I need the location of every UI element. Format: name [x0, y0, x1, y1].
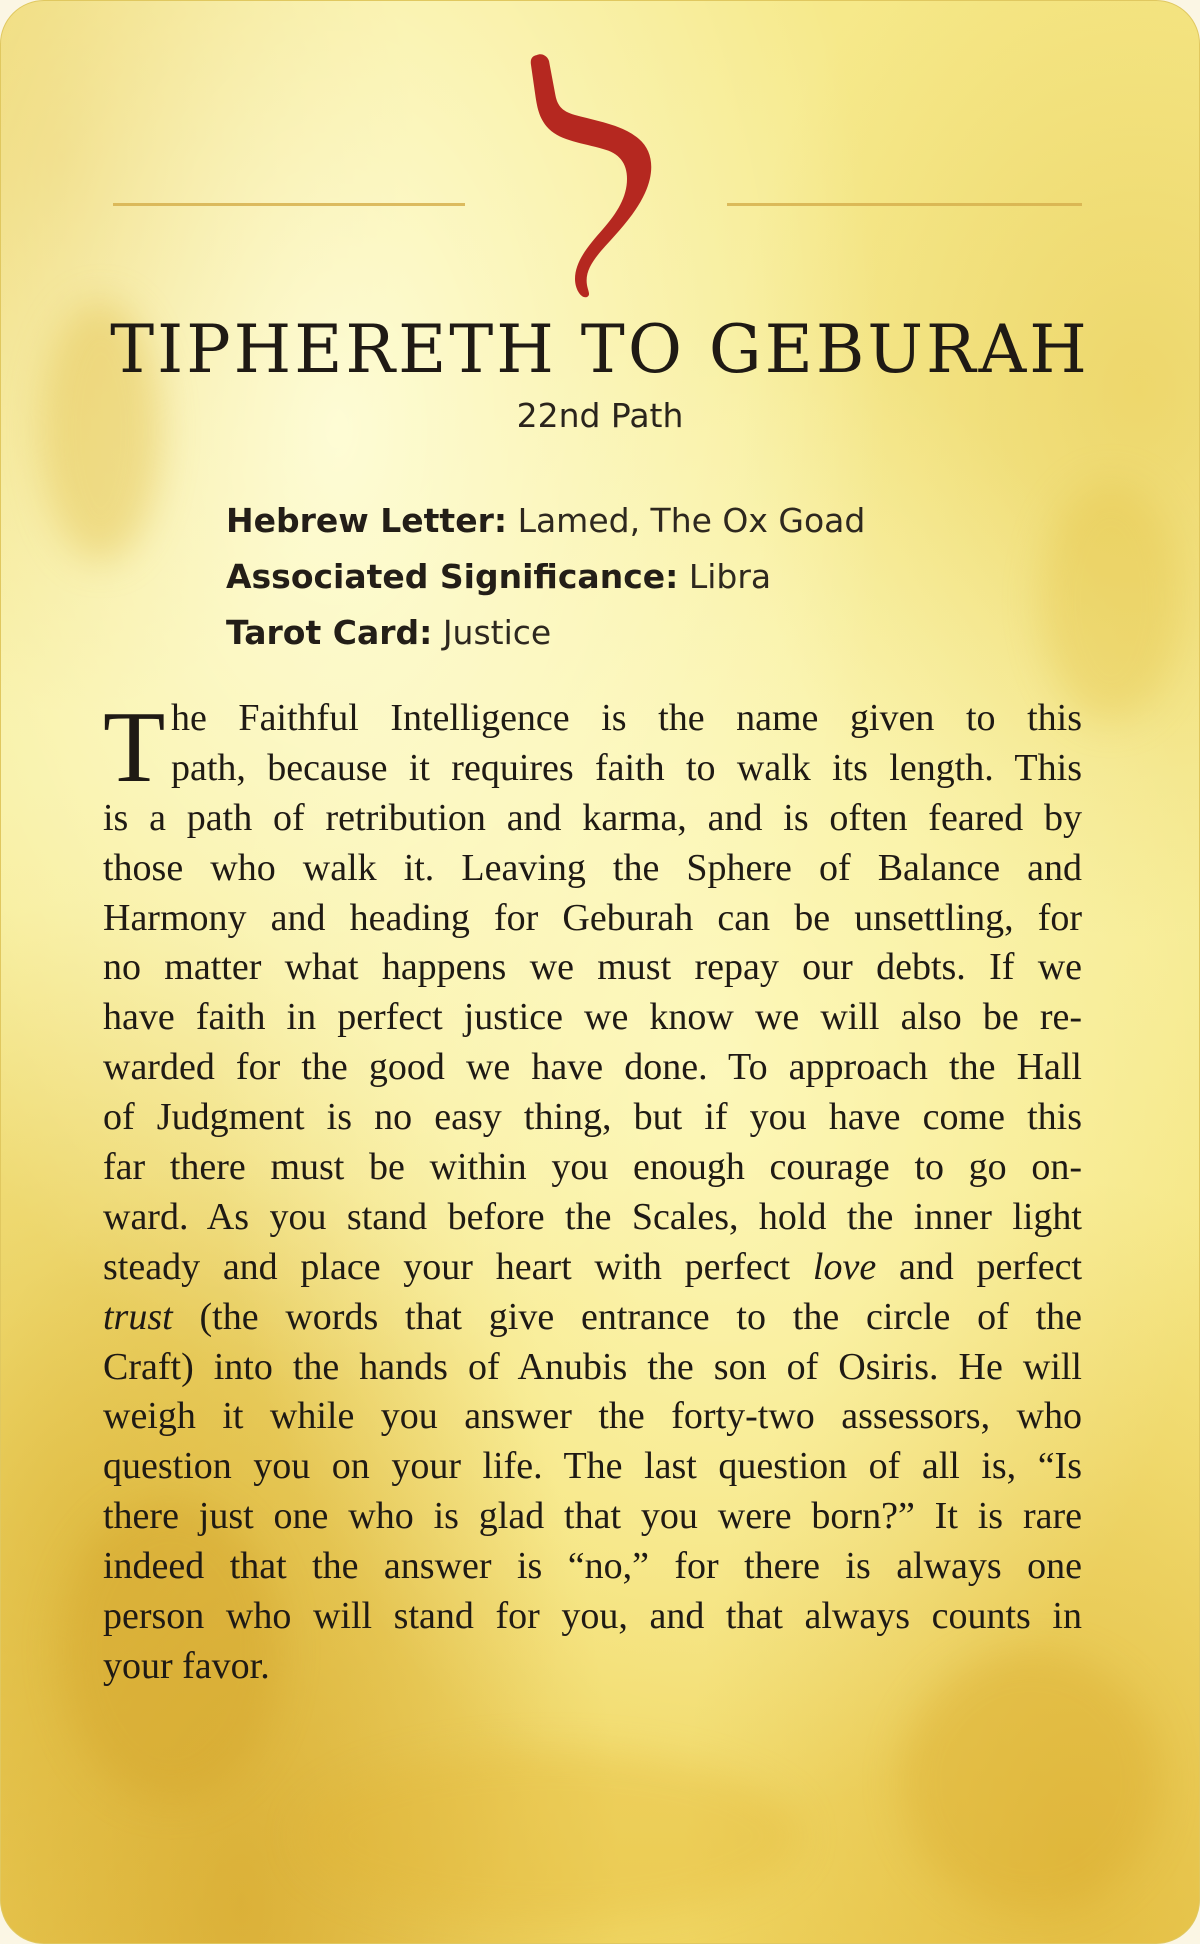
hebrew-lamed-icon — [527, 53, 657, 298]
attribute-tarot-card — [226, 605, 865, 661]
body-line: warded for the good we have done. To approach the Hall — [103, 1046, 1082, 1089]
texture-spot — [301, 1751, 801, 1921]
body-line: your favor. — [103, 1644, 270, 1687]
attribute-label: Hebrew Letter: — [226, 501, 508, 540]
body-line: no matter what happens we must repay our debts. If we — [103, 946, 1082, 989]
body-text — [103, 691, 1083, 1692]
body-line-mixed — [103, 1243, 1082, 1293]
body-line: Harmony and heading for Geburah can be unsettling, for — [103, 896, 1082, 939]
attribute-value: Justice — [442, 613, 552, 652]
attribute-hebrew-letter — [226, 493, 865, 549]
attribute-list — [226, 493, 865, 661]
attribute-associated-significance — [226, 549, 865, 605]
attribute-label: Tarot Card: — [226, 613, 433, 652]
body-italic-run: love — [812, 1245, 877, 1288]
attribute-value: Lamed, The Ox Goad — [517, 501, 866, 540]
body-line: Craft) into the hands of Anubis the son of Osiris. He will — [103, 1345, 1082, 1388]
path-title: TIPHERETH TO GEBURAH — [110, 311, 1090, 388]
drop-cap: T — [103, 691, 166, 804]
body-line: weigh it while you answer the forty-two assessors, who — [103, 1395, 1082, 1438]
body-line: question you on your life. The last question of all is, “Is — [103, 1445, 1082, 1488]
body-text-run: (the words that give entrance to the circle of the — [199, 1295, 1082, 1338]
texture-spot — [1041, 481, 1181, 721]
body-text-run: steady and place your heart with perfect — [103, 1245, 791, 1288]
body-line: there just one who is glad that you were born?” It is rare — [103, 1495, 1082, 1538]
body-line: indeed that the answer is “no,” for there is always one — [103, 1545, 1082, 1588]
body-text-run: and perfect — [898, 1245, 1083, 1288]
ornament-rule-left — [113, 203, 465, 206]
body-line-mixed — [103, 1293, 1082, 1343]
ornament-rule-right — [727, 203, 1082, 206]
body-line: person who will stand for you, and that always counts in — [103, 1595, 1082, 1638]
body-line: have faith in perfect justice we know we will also be re- — [103, 996, 1082, 1039]
body-italic-run: trust — [103, 1295, 173, 1338]
attribute-label: Associated Significance: — [226, 557, 679, 596]
lamed-glyph — [531, 54, 652, 297]
attribute-value: Libra — [688, 557, 772, 596]
body-line: far there must be within you enough courage to go on- — [103, 1146, 1082, 1189]
body-line: is a path of retribution and karma, and is often feared by — [103, 796, 1082, 839]
body-line: of Judgment is no easy thing, but if you have come this — [103, 1096, 1082, 1139]
path-number: 22nd Path — [516, 396, 684, 435]
body-line: path, because it requires faith to walk its length. This — [171, 746, 1082, 789]
body-line: those who walk it. Leaving the Sphere of Balance and — [103, 846, 1082, 889]
body-line: he Faithful Intelligence is the name given to this — [171, 697, 1082, 739]
body-line: ward. As you stand before the Scales, hold the inner light — [103, 1195, 1082, 1238]
